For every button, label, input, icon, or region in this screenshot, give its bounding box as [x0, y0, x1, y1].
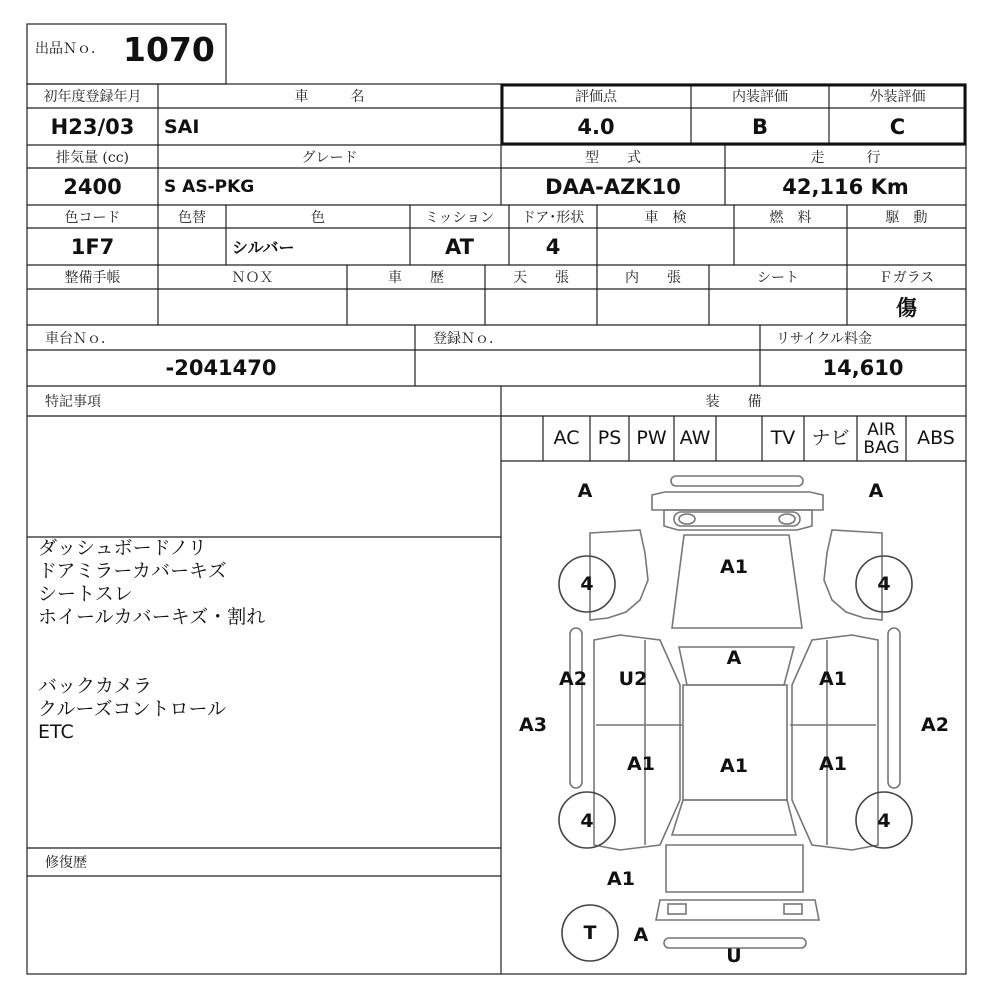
damage-right-rear-door: A1 [819, 753, 847, 775]
first-reg-value: H23/03 [50, 114, 135, 139]
score-label: 評価点 [575, 89, 617, 105]
mileage-value: 42,116 Km [782, 174, 909, 199]
equip-abs: ABS [917, 427, 955, 449]
equip-pw: PW [636, 427, 667, 449]
exterior-value: C [889, 114, 906, 139]
equip-ac: AC [553, 427, 580, 449]
remarks-list [38, 537, 493, 744]
recycle-value: 14,610 [822, 356, 904, 380]
grade-label: グレード [301, 149, 358, 166]
f-glass-value: 傷 [896, 296, 917, 320]
drive-label: 駆 動 [885, 209, 928, 226]
transmission-label: ミッション [424, 209, 495, 226]
first-reg-label: 初年度登録年月 [43, 89, 142, 105]
equip-navi: ナビ [811, 427, 850, 449]
nox-label: ＮＯＸ [231, 270, 274, 286]
equipment-label: 装 備 [705, 394, 762, 410]
remark-line: ドアミラーカバーキズ [38, 560, 227, 582]
damage-hood: A1 [720, 556, 748, 578]
lot-label: 出品Ｎｏ． [35, 41, 105, 57]
history-label: 車 歴 [388, 270, 444, 286]
sunroof-label: 天 張 [513, 270, 569, 286]
remark-line: クルーズコントロール [38, 698, 227, 720]
exterior-label: 外装評価 [869, 89, 926, 105]
mileage-label: 走 行 [810, 149, 881, 166]
displacement-label: 排気量 (cc) [55, 149, 130, 166]
transmission-value: AT [445, 234, 474, 259]
damage-left-front-fender: A2 [559, 668, 587, 690]
color-code-value: 1F7 [70, 234, 115, 259]
equip-aw: AW [679, 427, 711, 449]
damage-roof: A1 [720, 755, 748, 777]
damage-trunk: A1 [607, 868, 635, 890]
lot-box [27, 24, 226, 84]
damage-right-front-fender: A1 [819, 668, 847, 690]
f-glass-label: Ｆガラス [878, 270, 935, 286]
remark-spacer [38, 629, 493, 652]
model-value: DAA-AZK10 [545, 174, 681, 199]
door-shape-value: 4 [545, 234, 561, 259]
remark-line: ダッシュボードノリ [38, 537, 207, 559]
equip-airbag [857, 416, 906, 461]
equip-tv: TV [770, 427, 796, 449]
color-value: シルバー [232, 238, 295, 257]
damage-left-side: A3 [519, 714, 547, 736]
seat-label: シート [757, 270, 799, 286]
damage-rear-bumper: U [726, 945, 742, 967]
door-shape-label: ドア･形状 [521, 209, 585, 226]
recolor-label: 色替 [178, 209, 206, 226]
inner-roof-label: 内 張 [625, 270, 681, 286]
chassis-value: -2041470 [165, 356, 277, 380]
damage-front-left: A [577, 480, 593, 502]
remarks-label: 特記事項 [45, 394, 101, 410]
inspection-label: 車 検 [644, 209, 687, 226]
interior-value: B [751, 114, 768, 139]
damage-left-front-door: U2 [618, 668, 648, 690]
remark-line: バックカメラ [38, 675, 153, 697]
registration-label: 登録Ｎｏ． [433, 330, 503, 347]
repair-label: 修復歴 [45, 855, 87, 871]
color-label: 色 [311, 209, 325, 226]
tire-fl-score: 4 [580, 573, 594, 595]
displacement-value: 2400 [63, 174, 122, 199]
maintenance-label: 整備手帳 [64, 270, 121, 286]
damage-rear-bumper-left: A [633, 924, 649, 946]
car-name-value: SAI [164, 115, 200, 138]
lot-number: 1070 [123, 30, 215, 69]
damage-right-side: A2 [921, 714, 949, 736]
remark-line: ホイールカバーキズ・割れ [38, 606, 266, 628]
score-value: 4.0 [577, 114, 615, 139]
tire-fr-score: 4 [877, 573, 891, 595]
spare-tire-label: T [583, 922, 597, 944]
color-code-label: 色コード [64, 209, 121, 226]
equip-airbag-text: AIR BAG [863, 419, 900, 458]
model-label: 型 式 [585, 149, 641, 166]
tire-rr-score: 4 [877, 810, 891, 832]
damage-left-rear-door: A1 [627, 753, 655, 775]
recycle-label: リサイクル料金 [776, 330, 873, 347]
interior-label: 内装評価 [732, 89, 788, 105]
fuel-label: 燃 料 [769, 209, 812, 226]
tire-rl-score: 4 [580, 810, 594, 832]
grade-value: S AS-PKG [164, 176, 255, 197]
damage-front-right: A [868, 480, 884, 502]
damage-windshield: A [726, 647, 742, 669]
remark-line: ETC [38, 721, 74, 743]
remark-line: シートスレ [38, 583, 133, 605]
remark-spacer [38, 652, 493, 675]
car-name-label: 車 名 [294, 89, 365, 105]
chassis-label: 車台Ｎｏ． [45, 330, 115, 347]
equip-ps: PS [597, 427, 622, 449]
